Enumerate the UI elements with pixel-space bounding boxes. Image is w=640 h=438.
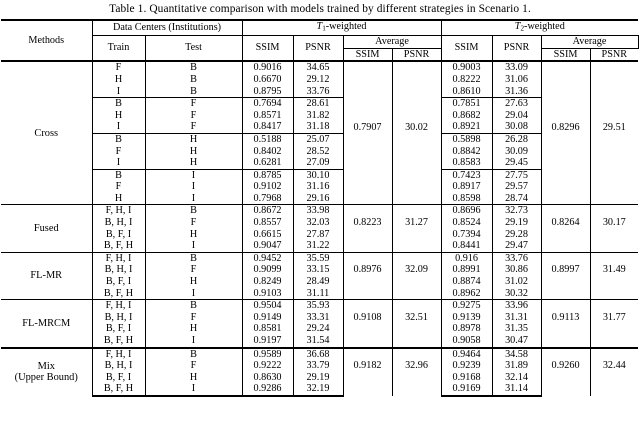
cell-t2-avg-psnr-spacer bbox=[590, 61, 638, 121]
cell-t2-psnr: 34.58 bbox=[492, 348, 541, 361]
cell-t1-psnr: 28.52 bbox=[293, 146, 343, 158]
cell-t1-ssim: 0.7694 bbox=[242, 98, 293, 110]
cell-t2-ssim: 0.5898 bbox=[441, 133, 492, 145]
cell-t2-psnr: 26.28 bbox=[492, 133, 541, 145]
cell-t1-avg-psnr: 32.96 bbox=[392, 360, 441, 372]
cell-t2-avg-ssim-spacer bbox=[541, 229, 590, 253]
cell-t2-avg-ssim-spacer bbox=[541, 61, 590, 121]
cell-train: H bbox=[92, 110, 145, 122]
cell-t1-psnr: 31.54 bbox=[293, 335, 343, 348]
cell-t2-avg-psnr-spacer bbox=[590, 252, 638, 264]
cell-train: B, F, I bbox=[92, 229, 145, 241]
table-body bbox=[1, 61, 638, 396]
cell-test: F bbox=[145, 264, 242, 276]
cell-t1-psnr: 27.87 bbox=[293, 229, 343, 241]
cell-test: F bbox=[145, 360, 242, 372]
cell-train: B, F, H bbox=[92, 288, 145, 300]
cell-t1-psnr: 31.22 bbox=[293, 240, 343, 252]
cell-t1-psnr: 28.49 bbox=[293, 276, 343, 288]
table-row bbox=[1, 323, 638, 335]
table-row bbox=[1, 312, 638, 324]
cell-t1-avg-psnr: 32.09 bbox=[392, 264, 441, 276]
cell-t2-ssim: 0.8610 bbox=[441, 86, 492, 98]
cell-t2-avg-ssim: 0.8264 bbox=[541, 217, 590, 229]
method-name bbox=[1, 348, 92, 396]
cell-t1-ssim: 0.9197 bbox=[242, 335, 293, 348]
method-name-line1: Mix bbox=[37, 360, 55, 372]
table-row bbox=[1, 300, 638, 312]
cell-test: F bbox=[145, 217, 242, 229]
table-row bbox=[1, 264, 638, 276]
cell-t2-psnr: 31.89 bbox=[492, 360, 541, 372]
cell-t1-avg-psnr-spacer bbox=[392, 205, 441, 217]
header-t1-avg-ssim: SSIM bbox=[343, 48, 392, 61]
cell-t1-ssim: 0.8795 bbox=[242, 86, 293, 98]
header-t2-average: Average bbox=[541, 36, 638, 49]
cell-t2-avg-ssim: 0.9113 bbox=[541, 312, 590, 324]
header-row-2 bbox=[1, 36, 638, 49]
cell-t1-psnr: 31.11 bbox=[293, 288, 343, 300]
cell-t2-psnr: 29.47 bbox=[492, 240, 541, 252]
cell-test: H bbox=[145, 157, 242, 169]
cell-t1-ssim: 0.8557 bbox=[242, 217, 293, 229]
cell-t2-psnr: 29.45 bbox=[492, 157, 541, 169]
cell-t1-avg-ssim-spacer bbox=[343, 205, 392, 217]
cell-t1-avg-ssim: 0.8223 bbox=[343, 217, 392, 229]
cell-t1-psnr: 29.16 bbox=[293, 193, 343, 205]
cell-t1-avg-ssim-spacer bbox=[343, 133, 392, 205]
cell-t2-psnr: 33.76 bbox=[492, 252, 541, 264]
header-t1-avg-psnr: PSNR bbox=[392, 48, 441, 61]
t1-label-sub: 1 bbox=[322, 24, 326, 33]
cell-train: I bbox=[92, 157, 145, 169]
cell-t1-avg-ssim-spacer bbox=[343, 348, 392, 361]
cell-test: I bbox=[145, 181, 242, 193]
cell-t1-ssim: 0.5188 bbox=[242, 133, 293, 145]
header-methods: Methods bbox=[1, 20, 92, 61]
cell-t1-ssim: 0.8417 bbox=[242, 121, 293, 133]
cell-t2-ssim: 0.8441 bbox=[441, 240, 492, 252]
cell-train: H bbox=[92, 74, 145, 86]
table-row bbox=[1, 229, 638, 241]
cell-train: F, H, I bbox=[92, 300, 145, 312]
cell-test: F bbox=[145, 110, 242, 122]
cell-t1-avg-psnr-spacer bbox=[392, 300, 441, 312]
header-t2-psnr: PSNR bbox=[492, 36, 541, 62]
header-test: Test bbox=[145, 36, 242, 62]
t2-label-sub: 2 bbox=[520, 24, 525, 33]
header-t1-average: Average bbox=[343, 36, 441, 49]
cell-t1-avg-ssim: 0.9182 bbox=[343, 360, 392, 372]
table-row bbox=[1, 217, 638, 229]
cell-test: H bbox=[145, 323, 242, 335]
cell-t2-avg-psnr: 31.77 bbox=[602, 311, 626, 323]
cell-t2-avg-ssim: 0.9260 bbox=[541, 360, 590, 372]
header-t2-ssim: SSIM bbox=[441, 36, 492, 62]
cell-test: F bbox=[145, 121, 242, 133]
cell-t2-ssim: 0.8991 bbox=[441, 264, 492, 276]
cell-test: F bbox=[145, 98, 242, 110]
cell-test: H bbox=[145, 276, 242, 288]
cell-t2-avg-ssim-spacer bbox=[541, 372, 590, 396]
cell-t1-psnr: 33.31 bbox=[293, 312, 343, 324]
cell-t1-avg-ssim-spacer bbox=[343, 229, 392, 253]
cell-t1-ssim: 0.9047 bbox=[242, 240, 293, 252]
cell-t1-avg-psnr-spacer bbox=[392, 229, 441, 253]
cell-t1-psnr: 33.15 bbox=[293, 264, 343, 276]
results-table bbox=[1, 19, 639, 397]
cell-test: I bbox=[145, 193, 242, 205]
cell-t2-ssim: 0.9168 bbox=[441, 372, 492, 384]
table-row bbox=[1, 252, 638, 264]
cell-t2-avg-psnr-spacer bbox=[590, 323, 638, 347]
cell-t1-ssim: 0.8402 bbox=[242, 146, 293, 158]
cell-t1-psnr: 29.12 bbox=[293, 74, 343, 86]
cell-t1-psnr: 25.07 bbox=[293, 133, 343, 145]
cell-t2-psnr: 31.36 bbox=[492, 86, 541, 98]
cell-t2-psnr: 31.14 bbox=[492, 383, 541, 396]
cell-t1-avg-ssim-spacer bbox=[343, 276, 392, 300]
cell-train: F bbox=[92, 181, 145, 193]
cell-train: F bbox=[92, 61, 145, 74]
cell-t2-ssim: 0.8524 bbox=[441, 217, 492, 229]
table-row bbox=[1, 205, 638, 217]
t1-label-prefix: T bbox=[316, 21, 323, 32]
cell-t2-ssim: 0.8962 bbox=[441, 288, 492, 300]
cell-t1-psnr: 33.79 bbox=[293, 360, 343, 372]
cell-t1-avg-psnr: 32.51 bbox=[392, 312, 441, 324]
method-name bbox=[1, 300, 92, 348]
cell-t1-ssim: 0.9099 bbox=[242, 264, 293, 276]
table-row bbox=[1, 276, 638, 288]
header-t1-psnr: PSNR bbox=[293, 36, 343, 62]
cell-t2-psnr: 29.28 bbox=[492, 229, 541, 241]
cell-t1-ssim: 0.9149 bbox=[242, 312, 293, 324]
cell-t1-ssim: 0.6615 bbox=[242, 229, 293, 241]
t2-label-prefix: T bbox=[514, 21, 521, 32]
cell-test: I bbox=[145, 383, 242, 396]
cell-t1-avg-ssim-spacer bbox=[343, 252, 392, 264]
cell-t1-psnr: 32.19 bbox=[293, 383, 343, 396]
cell-t2-avg-psnr-spacer bbox=[590, 133, 638, 205]
cell-t1-avg-ssim: 0.9108 bbox=[343, 312, 392, 324]
cell-t2-psnr: 29.04 bbox=[492, 110, 541, 122]
cell-t1-ssim: 0.8785 bbox=[242, 169, 293, 181]
cell-t1-avg-psnr-spacer bbox=[392, 276, 441, 300]
cell-t1-avg-psnr: 30.02 bbox=[392, 121, 441, 133]
cell-train: B, H, I bbox=[92, 360, 145, 372]
cell-test: F bbox=[145, 312, 242, 324]
cell-t1-avg-psnr-spacer bbox=[392, 61, 441, 121]
cell-t2-avg-ssim-spacer bbox=[541, 323, 590, 347]
cell-t1-psnr: 33.76 bbox=[293, 86, 343, 98]
cell-t2-avg-ssim-spacer bbox=[541, 348, 590, 361]
cell-t1-ssim: 0.9103 bbox=[242, 288, 293, 300]
cell-test: I bbox=[145, 288, 242, 300]
cell-test: H bbox=[145, 133, 242, 145]
cell-t1-psnr: 27.09 bbox=[293, 157, 343, 169]
cell-train: I bbox=[92, 86, 145, 98]
cell-test: H bbox=[145, 229, 242, 241]
cell-t2-ssim: 0.9239 bbox=[441, 360, 492, 372]
cell-t1-ssim: 0.6670 bbox=[242, 74, 293, 86]
cell-train: B, F, H bbox=[92, 335, 145, 348]
cell-test: B bbox=[145, 86, 242, 98]
cell-t2-ssim: 0.8874 bbox=[441, 276, 492, 288]
cell-train: B, F, I bbox=[92, 276, 145, 288]
cell-t2-psnr: 33.09 bbox=[492, 61, 541, 74]
method-name bbox=[1, 252, 92, 299]
cell-t2-ssim: 0.8842 bbox=[441, 146, 492, 158]
header-row-1 bbox=[1, 20, 638, 36]
cell-t1-psnr: 31.82 bbox=[293, 110, 343, 122]
cell-train: B, H, I bbox=[92, 264, 145, 276]
header-t2-weighted bbox=[441, 20, 638, 36]
cell-t2-avg-ssim-spacer bbox=[541, 252, 590, 264]
method-name bbox=[1, 61, 92, 205]
cell-t1-avg-ssim: 0.7907 bbox=[343, 121, 392, 133]
cell-t1-ssim: 0.8571 bbox=[242, 110, 293, 122]
cell-test: B bbox=[145, 300, 242, 312]
cell-t2-ssim: 0.9464 bbox=[441, 348, 492, 361]
cell-t2-avg-psnr: 32.44 bbox=[602, 360, 626, 372]
header-t1-weighted bbox=[242, 20, 441, 36]
cell-t1-psnr: 29.24 bbox=[293, 323, 343, 335]
cell-t1-ssim: 0.9589 bbox=[242, 348, 293, 361]
cell-t2-ssim: 0.9139 bbox=[441, 312, 492, 324]
cell-t1-ssim: 0.8630 bbox=[242, 372, 293, 384]
cell-t2-ssim: 0.9169 bbox=[441, 383, 492, 396]
cell-t1-psnr: 35.93 bbox=[293, 300, 343, 312]
cell-t2-psnr: 30.32 bbox=[492, 288, 541, 300]
cell-t2-psnr: 32.14 bbox=[492, 372, 541, 384]
cell-t2-ssim: 0.9058 bbox=[441, 335, 492, 348]
cell-t1-avg-psnr-spacer bbox=[392, 133, 441, 205]
cell-t2-ssim: 0.7851 bbox=[441, 98, 492, 110]
cell-t2-psnr: 30.47 bbox=[492, 335, 541, 348]
cell-t2-psnr: 27.75 bbox=[492, 169, 541, 181]
cell-t2-psnr: 30.86 bbox=[492, 264, 541, 276]
cell-t2-psnr: 31.06 bbox=[492, 74, 541, 86]
header-t1-ssim: SSIM bbox=[242, 36, 293, 62]
cell-test: B bbox=[145, 61, 242, 74]
header-data-centers: Data Centers (Institutions) bbox=[92, 20, 242, 36]
cell-t1-avg-psnr-spacer bbox=[392, 252, 441, 264]
cell-t2-psnr: 28.74 bbox=[492, 193, 541, 205]
cell-t2-psnr: 30.09 bbox=[492, 146, 541, 158]
cell-t1-avg-psnr-spacer bbox=[392, 323, 441, 347]
method-name-line1: Fused bbox=[33, 222, 59, 234]
cell-train: F, H, I bbox=[92, 252, 145, 264]
cell-t1-ssim: 0.9452 bbox=[242, 252, 293, 264]
cell-train: B bbox=[92, 133, 145, 145]
cell-t2-psnr: 27.63 bbox=[492, 98, 541, 110]
t1-label-suffix: -weighted bbox=[325, 21, 367, 32]
cell-t2-ssim: 0.8978 bbox=[441, 323, 492, 335]
header-t2-avg-ssim: SSIM bbox=[541, 48, 590, 61]
cell-t1-psnr: 34.65 bbox=[293, 61, 343, 74]
cell-test: I bbox=[145, 240, 242, 252]
cell-t2-ssim: 0.8583 bbox=[441, 157, 492, 169]
cell-t1-ssim: 0.9222 bbox=[242, 360, 293, 372]
cell-t1-ssim: 0.6281 bbox=[242, 157, 293, 169]
method-name-line2: (Upper Bound) bbox=[14, 372, 78, 384]
cell-train: B, H, I bbox=[92, 312, 145, 324]
cell-t1-ssim: 0.8672 bbox=[242, 205, 293, 217]
cell-t2-avg-psnr-spacer bbox=[590, 229, 638, 253]
cell-test: B bbox=[145, 252, 242, 264]
cell-t1-avg-psnr: 31.27 bbox=[392, 217, 441, 229]
cell-t2-avg-ssim-spacer bbox=[541, 276, 590, 300]
cell-t2-psnr: 32.73 bbox=[492, 205, 541, 217]
cell-train: I bbox=[92, 121, 145, 133]
cell-t2-avg-ssim-spacer bbox=[541, 205, 590, 217]
cell-t2-ssim: 0.8921 bbox=[441, 121, 492, 133]
cell-t1-psnr: 33.98 bbox=[293, 205, 343, 217]
cell-t1-psnr: 28.61 bbox=[293, 98, 343, 110]
cell-t1-avg-ssim-spacer bbox=[343, 61, 392, 121]
cell-t1-avg-ssim-spacer bbox=[343, 323, 392, 347]
cell-t2-psnr: 30.08 bbox=[492, 121, 541, 133]
cell-t1-avg-ssim-spacer bbox=[343, 372, 392, 396]
cell-t2-ssim: 0.8222 bbox=[441, 74, 492, 86]
cell-t1-psnr: 35.59 bbox=[293, 252, 343, 264]
cell-t2-avg-psnr: 30.17 bbox=[602, 217, 626, 229]
cell-t2-psnr: 29.19 bbox=[492, 217, 541, 229]
cell-train: B bbox=[92, 169, 145, 181]
cell-train: F, H, I bbox=[92, 205, 145, 217]
cell-train: B bbox=[92, 98, 145, 110]
cell-train: B, F, I bbox=[92, 372, 145, 384]
cell-t2-ssim: 0.8696 bbox=[441, 205, 492, 217]
cell-t2-psnr: 31.02 bbox=[492, 276, 541, 288]
cell-t1-psnr: 31.16 bbox=[293, 181, 343, 193]
cell-t2-psnr: 33.96 bbox=[492, 300, 541, 312]
cell-t2-avg-psnr-spacer bbox=[590, 276, 638, 300]
cell-test: B bbox=[145, 348, 242, 361]
cell-t2-ssim: 0.9275 bbox=[441, 300, 492, 312]
cell-t2-avg-ssim: 0.8296 bbox=[541, 121, 590, 133]
cell-t2-psnr: 29.57 bbox=[492, 181, 541, 193]
table-row bbox=[1, 348, 638, 361]
cell-t2-ssim: 0.8682 bbox=[441, 110, 492, 122]
cell-train: B, F, I bbox=[92, 323, 145, 335]
cell-test: H bbox=[145, 146, 242, 158]
table-row bbox=[1, 360, 638, 372]
cell-test: I bbox=[145, 335, 242, 348]
cell-t1-ssim: 0.9102 bbox=[242, 181, 293, 193]
cell-train: B, F, H bbox=[92, 383, 145, 396]
cell-train: H bbox=[92, 193, 145, 205]
cell-test: I bbox=[145, 169, 242, 181]
cell-t1-ssim: 0.9016 bbox=[242, 61, 293, 74]
cell-t2-psnr: 31.31 bbox=[492, 312, 541, 324]
cell-t2-avg-psnr-spacer bbox=[590, 205, 638, 217]
table-row bbox=[1, 121, 638, 133]
method-name bbox=[1, 205, 92, 252]
cell-t1-ssim: 0.8581 bbox=[242, 323, 293, 335]
cell-t1-ssim: 0.7968 bbox=[242, 193, 293, 205]
cell-train: B, H, I bbox=[92, 217, 145, 229]
cell-t1-avg-ssim-spacer bbox=[343, 300, 392, 312]
cell-t1-avg-psnr-spacer bbox=[392, 372, 441, 396]
cell-t2-avg-psnr-spacer bbox=[590, 300, 638, 312]
cell-t1-psnr: 32.03 bbox=[293, 217, 343, 229]
cell-t2-ssim: 0.916 bbox=[441, 252, 492, 264]
header-train: Train bbox=[92, 36, 145, 62]
cell-test: B bbox=[145, 74, 242, 86]
cell-t1-psnr: 29.19 bbox=[293, 372, 343, 384]
cell-train: F, H, I bbox=[92, 348, 145, 361]
cell-t2-avg-psnr-spacer bbox=[590, 372, 638, 396]
cell-t1-ssim: 0.9504 bbox=[242, 300, 293, 312]
table-header bbox=[1, 20, 638, 61]
cell-t2-avg-ssim-spacer bbox=[541, 300, 590, 312]
cell-t2-avg-psnr: 31.49 bbox=[602, 264, 626, 276]
cell-t1-psnr: 31.18 bbox=[293, 121, 343, 133]
method-name-line1: Cross bbox=[34, 127, 59, 139]
cell-train: B, F, H bbox=[92, 240, 145, 252]
cell-t2-avg-psnr-spacer bbox=[590, 348, 638, 361]
table-caption: Table 1. Quantitative comparison with models trained by different strategies in Scenario 1. bbox=[109, 3, 531, 15]
cell-t1-avg-ssim: 0.8976 bbox=[343, 264, 392, 276]
cell-test: H bbox=[145, 372, 242, 384]
cell-t2-avg-psnr: 29.51 bbox=[602, 121, 626, 133]
cell-t2-psnr: 31.35 bbox=[492, 323, 541, 335]
method-name-line1: FL-MRCM bbox=[22, 317, 71, 329]
cell-t2-avg-ssim: 0.8997 bbox=[541, 264, 590, 276]
cell-t2-ssim: 0.8917 bbox=[441, 181, 492, 193]
table-row bbox=[1, 61, 638, 74]
cell-t1-avg-psnr-spacer bbox=[392, 348, 441, 361]
method-name-line1: FL-MR bbox=[30, 270, 63, 282]
header-t2-avg-psnr: PSNR bbox=[601, 48, 628, 60]
cell-t2-avg-ssim-spacer bbox=[541, 133, 590, 205]
cell-test: B bbox=[145, 205, 242, 217]
cell-t1-psnr: 36.68 bbox=[293, 348, 343, 361]
t2-label-suffix: -weighted bbox=[524, 21, 565, 32]
cell-t1-psnr: 30.10 bbox=[293, 169, 343, 181]
cell-train: F bbox=[92, 146, 145, 158]
cell-t2-ssim: 0.8598 bbox=[441, 193, 492, 205]
cell-t2-ssim: 0.9003 bbox=[441, 61, 492, 74]
table-row bbox=[1, 372, 638, 384]
cell-t2-ssim: 0.7423 bbox=[441, 169, 492, 181]
cell-t1-ssim: 0.8249 bbox=[242, 276, 293, 288]
cell-t1-ssim: 0.9286 bbox=[242, 383, 293, 396]
cell-t2-ssim: 0.7394 bbox=[441, 229, 492, 241]
table-row bbox=[1, 133, 638, 145]
